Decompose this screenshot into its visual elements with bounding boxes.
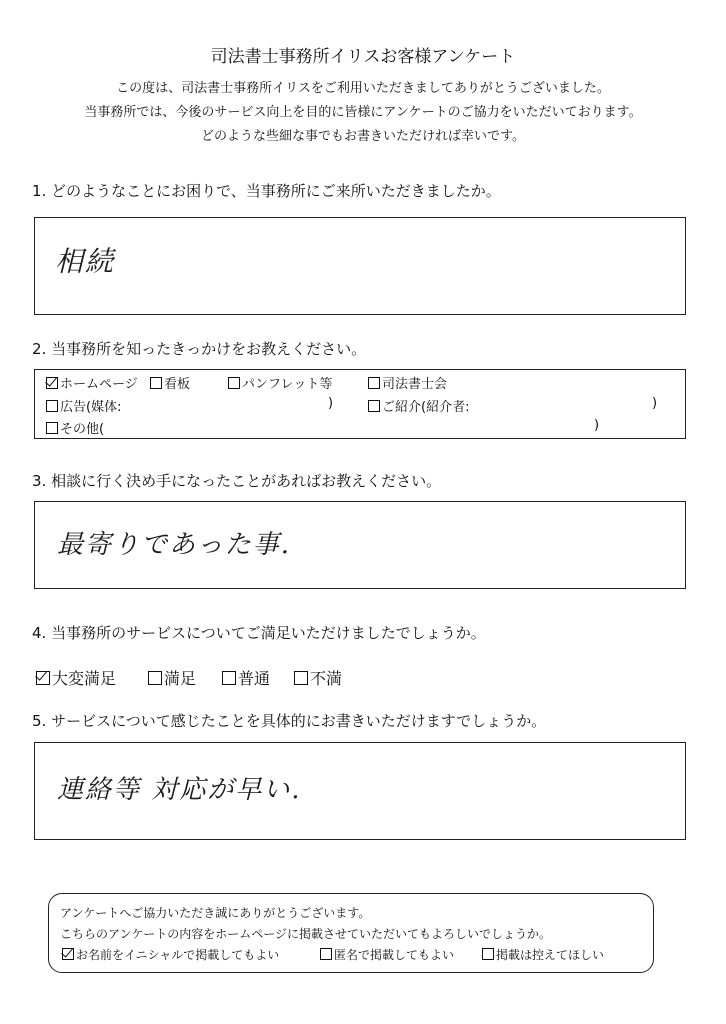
homepage-checkbox-icon[interactable]: [46, 377, 58, 389]
question-2-label: 2. 当事務所を知ったきっかけをお教えください。: [32, 340, 367, 358]
question-1-label: 1. どのようなことにお困りで、当事務所にご来所いただきましたか。: [32, 182, 501, 200]
satisfaction-dissatisfied[interactable]: [294, 666, 342, 689]
very-satisfied-label: 大変満足: [52, 669, 117, 688]
intro-line-1: この度は、司法書士事務所イリスをご利用いただきましてありがとうございました。: [116, 81, 610, 96]
advertisement-close-paren: ): [328, 396, 334, 411]
satisfied-checkbox-icon[interactable]: [148, 671, 162, 685]
survey-title: 司法書士事務所イリスお客様アンケート: [210, 47, 516, 67]
question-5-answer-box[interactable]: [34, 742, 686, 840]
initials-checkbox-icon[interactable]: [62, 948, 74, 960]
option-referral-label: ご紹介(紹介者:: [382, 400, 470, 415]
option-scrivener-association[interactable]: [368, 373, 447, 392]
notice-question: こちらのアンケートの内容をホームページに掲載させていただいてもよろしいでしょうか。: [60, 927, 552, 941]
consent-decline-label: 掲載は控えてほしい: [496, 948, 605, 962]
dissatisfied-checkbox-icon[interactable]: [294, 671, 308, 685]
consent-decline[interactable]: [482, 946, 604, 963]
signboard-checkbox-icon[interactable]: [150, 377, 162, 389]
dissatisfied-label: 不満: [310, 669, 343, 688]
option-advertisement[interactable]: [46, 396, 121, 415]
satisfaction-very-satisfied[interactable]: [36, 666, 116, 689]
other-checkbox-icon[interactable]: [46, 422, 58, 434]
decline-checkbox-icon[interactable]: [482, 948, 494, 960]
option-homepage[interactable]: [46, 373, 138, 392]
question-1-handwritten-answer: 相続: [55, 245, 116, 278]
advertisement-checkbox-icon[interactable]: [46, 400, 58, 412]
very-satisfied-checkbox-icon[interactable]: [36, 671, 50, 685]
consent-anonymous[interactable]: [320, 946, 454, 963]
intro-line-3: どのような些細な事でもお書きいただければ幸いです。: [201, 129, 525, 144]
option-advertisement-label: 広告(媒体:: [60, 400, 122, 415]
option-other-label: その他(: [60, 422, 105, 437]
notice-thanks: アンケートへご協力いただき誠にありがとうございます。: [60, 906, 371, 920]
question-3-label: 3. 相談に行く決め手になったことがあればお教えください。: [32, 472, 442, 490]
scrivener-association-checkbox-icon[interactable]: [368, 377, 380, 389]
option-homepage-label: ホームページ: [60, 377, 138, 392]
consent-anonymous-label: 匿名で掲載してもよい: [334, 948, 455, 962]
referral-close-paren: ): [652, 396, 658, 411]
consent-initials[interactable]: [62, 946, 279, 963]
satisfaction-normal[interactable]: [222, 666, 270, 689]
satisfaction-satisfied[interactable]: [148, 666, 196, 689]
option-referral[interactable]: [368, 396, 469, 415]
pamphlet-checkbox-icon[interactable]: [228, 377, 240, 389]
normal-checkbox-icon[interactable]: [222, 671, 236, 685]
option-scrivener-association-label: 司法書士会: [382, 377, 448, 392]
question-4-label: 4. 当事務所のサービスについてご満足いただけましたでしょうか。: [32, 624, 486, 642]
normal-label: 普通: [238, 669, 271, 688]
option-signboard-label: 看板: [164, 377, 191, 392]
other-close-paren: ): [594, 418, 600, 433]
option-signboard[interactable]: [150, 373, 190, 392]
question-5-label: 5. サービスについて感じたことを具体的にお書きいただけますでしょうか。: [32, 712, 547, 730]
consent-initials-label: お名前をイニシャルで掲載してもよい: [76, 948, 280, 962]
intro-line-2: 当事務所では、今後のサービス向上を目的に皆様にアンケートのご協力をいただいております。: [84, 105, 642, 120]
option-pamphlet[interactable]: [228, 373, 332, 392]
question-5-handwritten-answer: 連絡等 対応が早い.: [57, 775, 302, 805]
option-pamphlet-label: パンフレット等: [242, 377, 333, 392]
referral-checkbox-icon[interactable]: [368, 400, 380, 412]
question-3-answer-box[interactable]: [34, 501, 686, 589]
anonymous-checkbox-icon[interactable]: [320, 948, 332, 960]
satisfied-label: 満足: [164, 669, 197, 688]
option-other[interactable]: [46, 418, 104, 437]
question-3-handwritten-answer: 最寄りであった事.: [57, 530, 292, 560]
question-1-answer-box[interactable]: [34, 217, 686, 315]
